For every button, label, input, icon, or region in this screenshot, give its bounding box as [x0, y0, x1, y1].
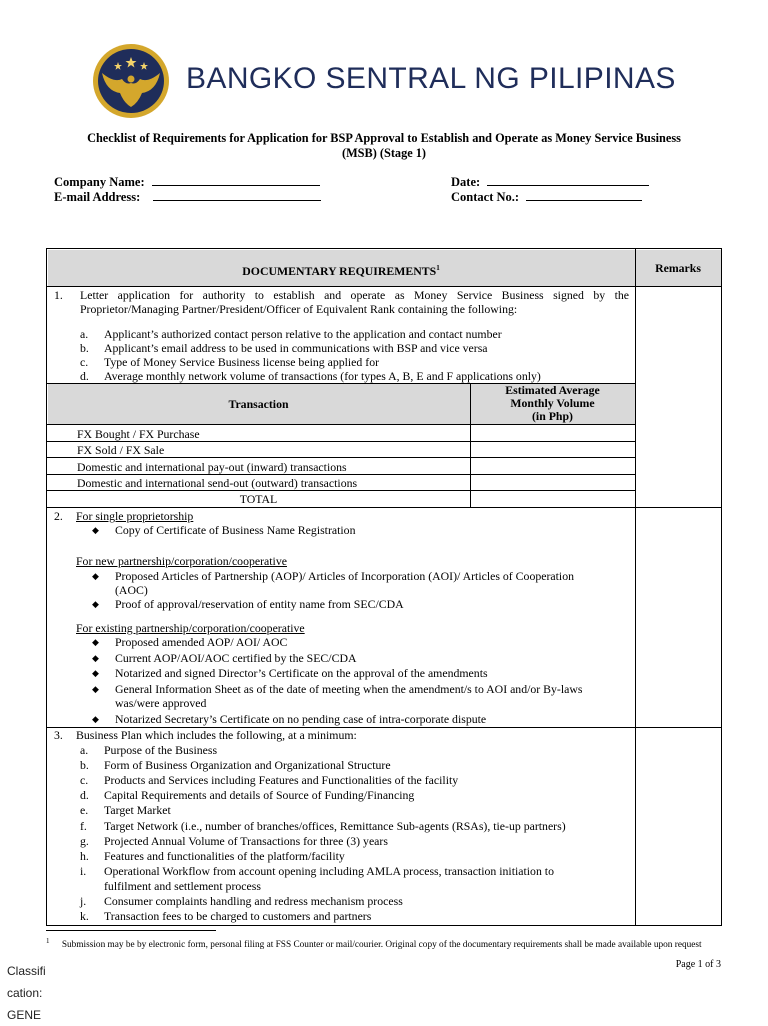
existing-partnership-heading: For existing partnership/corporation/cooperative	[76, 621, 305, 635]
footnote-marker: 1	[46, 937, 50, 945]
inner-row-rule	[47, 441, 635, 442]
item3-letter: b.	[80, 758, 89, 772]
inner-row-rule	[47, 490, 635, 491]
existing-item: General Information Sheet as of the date of meeting when the amendment/s to AOI and/or By-laws	[115, 682, 583, 696]
item1-b-text: Applicant’s email address to be used in communications with BSP and vice versa	[104, 341, 488, 355]
item3-letter: h.	[80, 849, 89, 863]
item3-sub: Target Network (i.e., number of branches/offices, Remittance Sub-agents (RSAs), tie-up partners)	[104, 819, 566, 833]
bullet-icon: ◆	[92, 668, 99, 678]
item3-text: Business Plan which includes the following, at a minimum:	[76, 728, 357, 742]
item3-letter: c.	[80, 773, 89, 787]
item3-letter: a.	[80, 743, 89, 757]
transaction-header: Transaction	[228, 397, 289, 411]
documentary-requirements-header	[47, 261, 635, 278]
volume-header-line2: Monthly Volume	[510, 396, 595, 410]
item1-a-text: Applicant’s authorized contact person relative to the application and contact number	[104, 327, 502, 341]
item3-letter: g.	[80, 834, 89, 848]
item3-letter: e.	[80, 803, 89, 817]
company-name-label: Company Name:	[54, 175, 145, 189]
title-line-2: (MSB) (Stage 1)	[341, 146, 426, 160]
existing-item: Notarized Secretary’s Certificate on no pending case of intra-corporate dispute	[115, 712, 487, 726]
item1-d-letter: d.	[80, 369, 89, 383]
item1-b-letter: b.	[80, 341, 89, 355]
footnote	[46, 935, 736, 951]
bullet-icon: ◆	[92, 637, 99, 647]
title-line-1: Checklist of Requirements for Application for BSP Approval to Establish and Operate as Money Service Business	[87, 131, 681, 145]
item1-text: Letter application for authority to establish and operate as Money Service Business signed by the Proprietor/Managing Partner/President/Officer of Equivalent Rank containing the following:	[80, 288, 629, 316]
email-label: E-mail Address:	[54, 190, 141, 204]
item3-sub-continued: fulfilment and settlement process	[104, 879, 261, 893]
new-partnership-heading: For new partnership/corporation/cooperative	[76, 554, 287, 568]
document-title	[40, 131, 728, 161]
inner-row-rule	[47, 474, 635, 475]
remarks-header: Remarks	[655, 261, 701, 275]
date-field	[451, 174, 649, 190]
single-item: Copy of Certificate of Business Name Registration	[115, 523, 356, 537]
new-item-1: Proposed Articles of Partnership (AOP)/ Articles of Incorporation (AOI)/ Articles of Cooperation	[115, 569, 574, 583]
item2-number: 2.	[54, 509, 63, 523]
footnote-ref: 1	[436, 264, 440, 272]
item1-c-letter: c.	[80, 355, 89, 369]
transaction-row: FX Bought / FX Purchase	[77, 427, 200, 441]
item3-sub: Operational Workflow from account opening including AMLA process, transaction initiation to	[104, 864, 554, 878]
bank-name-wordmark: BANGKO SENTRAL NG PILIPINAS	[186, 62, 676, 95]
inner-header-rule	[47, 424, 635, 425]
item1-number: 1.	[54, 288, 63, 302]
date-blank[interactable]	[487, 174, 649, 186]
requirements-table	[46, 248, 722, 926]
item3-letter: j.	[80, 894, 87, 908]
single-proprietorship-heading: For single proprietorship	[76, 509, 194, 523]
item3-letter: d.	[80, 788, 89, 802]
inner-row-rule	[47, 457, 635, 458]
volume-header	[470, 384, 635, 423]
contact-label: Contact No.:	[451, 190, 520, 204]
item3-letter: f.	[80, 819, 87, 833]
transaction-row: FX Sold / FX Sale	[77, 443, 165, 457]
remarks-cell-item2[interactable]	[636, 508, 721, 727]
volume-header-line3: (in Php)	[532, 409, 573, 423]
email-blank[interactable]	[153, 189, 321, 201]
item3-sub: Form of Business Organization and Organizational Structure	[104, 758, 391, 772]
volume-header-line1: Estimated Average	[505, 383, 600, 397]
email-field	[54, 189, 321, 205]
item3-sub: Features and functionalities of the platform/facility	[104, 849, 345, 863]
item3-sub: Transaction fees to be charged to customers and partners	[104, 909, 372, 923]
remarks-cell-item1[interactable]	[636, 287, 721, 507]
existing-item: Proposed amended AOP/ AOI/ AOC	[115, 635, 288, 649]
existing-item: Notarized and signed Director’s Certificate on the approval of the amendments	[115, 666, 488, 680]
existing-item: Current AOP/AOI/AOC certified by the SEC/CDA	[115, 651, 357, 665]
new-item-1-continued: (AOC)	[115, 583, 148, 597]
bullet-icon: ◆	[92, 714, 99, 724]
item1-a-letter: a.	[80, 327, 89, 341]
classification-label: Classification: GENE	[7, 964, 46, 1022]
item3-sub: Purpose of the Business	[104, 743, 218, 757]
company-name-blank[interactable]	[152, 174, 320, 186]
item1-d-text: Average monthly network volume of transactions (for types A, B, E and F applications only)	[104, 369, 541, 383]
item3-letter: i.	[80, 864, 87, 878]
date-label: Date:	[451, 175, 481, 189]
bullet-icon: ◆	[92, 684, 99, 694]
item3-sub: Capital Requirements and details of Source of Funding/Financing	[104, 788, 415, 802]
bullet-icon: ◆	[92, 653, 99, 663]
row-rule-item2	[47, 507, 721, 508]
item1-c-text: Type of Money Service Business license being applied for	[104, 355, 380, 369]
documentary-requirements-label: DOCUMENTARY REQUIREMENTS	[242, 263, 437, 278]
transaction-row: Domestic and international pay-out (inward) transactions	[77, 460, 347, 474]
item3-letter: k.	[80, 909, 89, 923]
contact-field	[451, 189, 642, 205]
contact-blank[interactable]	[526, 189, 642, 201]
total-row-label: TOTAL	[239, 492, 278, 506]
header-rule	[47, 286, 721, 287]
item3-sub: Projected Annual Volume of Transactions for three (3) years	[104, 834, 388, 848]
page-number: Page 1 of 3	[675, 959, 721, 970]
item3-sub: Products and Services including Features and Functionalities of the facility	[104, 773, 459, 787]
footnote-rule	[46, 930, 216, 931]
remarks-cell-item3[interactable]	[636, 728, 721, 924]
bullet-icon: ◆	[92, 599, 99, 609]
bullet-icon: ◆	[92, 525, 99, 535]
item3-number: 3.	[54, 728, 63, 742]
transaction-row: Domestic and international send-out (outward) transactions	[77, 476, 358, 490]
footnote-text: Submission may be by electronic form, personal filing at FSS Counter or mail/courier. Original copy of the documentary requirements shall be made available upon request	[61, 940, 702, 951]
bullet-icon: ◆	[92, 571, 99, 581]
existing-item-continued: was/were approved	[115, 696, 207, 710]
company-name-field	[54, 174, 320, 190]
item3-sub: Target Market	[104, 803, 171, 817]
new-item-2: Proof of approval/reservation of entity name from SEC/CDA	[115, 597, 404, 611]
bsp-seal-logo	[92, 43, 170, 119]
item3-sub: Consumer complaints handling and redress mechanism process	[104, 894, 403, 908]
